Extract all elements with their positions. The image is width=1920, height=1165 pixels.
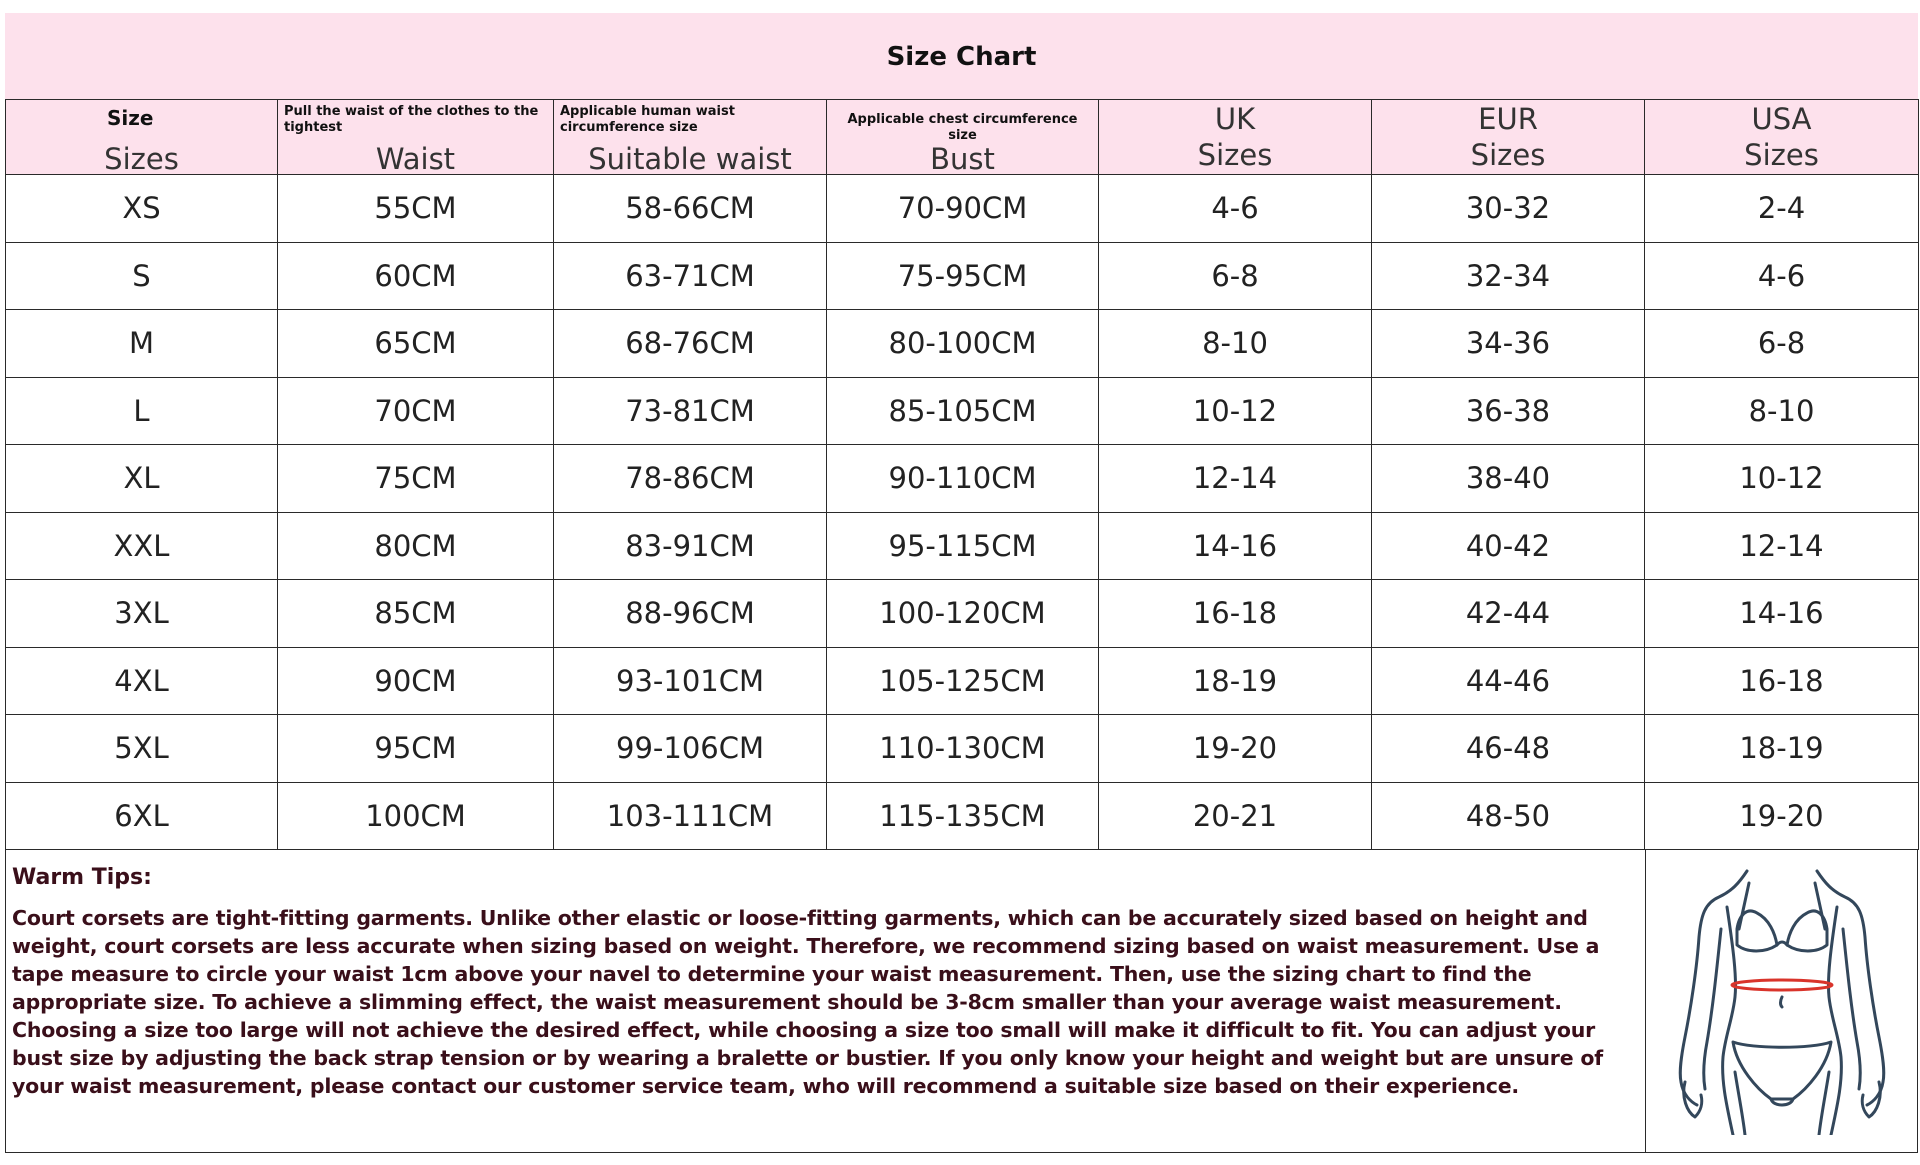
cell-suitable-waist: 83-91CM bbox=[554, 512, 827, 580]
table-row bbox=[6, 175, 1919, 243]
header-waist-main: Waist bbox=[375, 142, 456, 176]
header-bust-main: Bust bbox=[930, 142, 995, 176]
cell-usa: 4-6 bbox=[1645, 242, 1919, 310]
cell-waist: 95CM bbox=[278, 715, 554, 783]
cell-size: 6XL bbox=[6, 782, 278, 850]
cell-eur: 30-32 bbox=[1372, 175, 1645, 243]
header-usa bbox=[1645, 100, 1919, 175]
table-row bbox=[6, 445, 1919, 513]
cell-waist: 60CM bbox=[278, 242, 554, 310]
header-waist bbox=[278, 100, 554, 175]
cell-uk: 10-12 bbox=[1099, 377, 1372, 445]
header-uk-line2: Sizes bbox=[1197, 138, 1273, 172]
cell-bust: 105-125CM bbox=[827, 647, 1099, 715]
cell-eur: 32-34 bbox=[1372, 242, 1645, 310]
cell-waist: 80CM bbox=[278, 512, 554, 580]
cell-bust: 90-110CM bbox=[827, 445, 1099, 513]
cell-usa: 10-12 bbox=[1645, 445, 1919, 513]
cell-size: L bbox=[6, 377, 278, 445]
cell-bust: 75-95CM bbox=[827, 242, 1099, 310]
cell-uk: 19-20 bbox=[1099, 715, 1372, 783]
cell-suitable-waist: 58-66CM bbox=[554, 175, 827, 243]
cell-eur: 34-36 bbox=[1372, 310, 1645, 378]
cell-waist: 85CM bbox=[278, 580, 554, 648]
cell-suitable-waist: 99-106CM bbox=[554, 715, 827, 783]
cell-size: 5XL bbox=[6, 715, 278, 783]
size-chart-table bbox=[5, 99, 1919, 850]
header-eur-line1: EUR bbox=[1478, 102, 1538, 136]
cell-size: S bbox=[6, 242, 278, 310]
cell-usa: 12-14 bbox=[1645, 512, 1919, 580]
cell-usa: 6-8 bbox=[1645, 310, 1919, 378]
header-size-main: Sizes bbox=[104, 142, 179, 176]
body-outline-icon bbox=[1677, 867, 1887, 1135]
cell-suitable-waist: 88-96CM bbox=[554, 580, 827, 648]
cell-bust: 110-130CM bbox=[827, 715, 1099, 783]
cell-suitable-waist: 103-111CM bbox=[554, 782, 827, 850]
cell-suitable-waist: 93-101CM bbox=[554, 647, 827, 715]
cell-bust: 95-115CM bbox=[827, 512, 1099, 580]
header-bust-small: Applicable chest circumference size bbox=[847, 112, 1078, 143]
cell-waist: 90CM bbox=[278, 647, 554, 715]
cell-size: M bbox=[6, 310, 278, 378]
cell-uk: 12-14 bbox=[1099, 445, 1372, 513]
cell-size: XL bbox=[6, 445, 278, 513]
cell-eur: 38-40 bbox=[1372, 445, 1645, 513]
cell-eur: 48-50 bbox=[1372, 782, 1645, 850]
header-row bbox=[6, 100, 1919, 175]
cell-usa: 18-19 bbox=[1645, 715, 1919, 783]
cell-usa: 19-20 bbox=[1645, 782, 1919, 850]
cell-uk: 16-18 bbox=[1099, 580, 1372, 648]
cell-size: 3XL bbox=[6, 580, 278, 648]
header-usa-line1: USA bbox=[1751, 102, 1812, 136]
cell-uk: 18-19 bbox=[1099, 647, 1372, 715]
cell-uk: 6-8 bbox=[1099, 242, 1372, 310]
header-uk bbox=[1099, 100, 1372, 175]
cell-waist: 70CM bbox=[278, 377, 554, 445]
cell-eur: 36-38 bbox=[1372, 377, 1645, 445]
header-suitable-main: Suitable waist bbox=[588, 142, 792, 176]
cell-suitable-waist: 78-86CM bbox=[554, 445, 827, 513]
cell-bust: 115-135CM bbox=[827, 782, 1099, 850]
table-row bbox=[6, 310, 1919, 378]
tips-heading: Warm Tips: bbox=[12, 865, 152, 890]
cell-usa: 8-10 bbox=[1645, 377, 1919, 445]
cell-suitable-waist: 63-71CM bbox=[554, 242, 827, 310]
table-row bbox=[6, 377, 1919, 445]
cell-size: XXL bbox=[6, 512, 278, 580]
header-bust bbox=[827, 100, 1099, 175]
cell-bust: 85-105CM bbox=[827, 377, 1099, 445]
header-suitable-waist bbox=[554, 100, 827, 175]
warm-tips bbox=[6, 849, 1646, 1152]
cell-eur: 46-48 bbox=[1372, 715, 1645, 783]
cell-uk: 4-6 bbox=[1099, 175, 1372, 243]
cell-size: 4XL bbox=[6, 647, 278, 715]
cell-waist: 75CM bbox=[278, 445, 554, 513]
cell-eur: 42-44 bbox=[1372, 580, 1645, 648]
table-row bbox=[6, 242, 1919, 310]
header-usa-line2: Sizes bbox=[1744, 138, 1819, 172]
title-band bbox=[5, 12, 1918, 100]
cell-eur: 44-46 bbox=[1372, 647, 1645, 715]
cell-waist: 55CM bbox=[278, 175, 554, 243]
header-waist-small: Pull the waist of the clothes to the tightest bbox=[284, 104, 539, 135]
cell-bust: 80-100CM bbox=[827, 310, 1099, 378]
cell-usa: 2-4 bbox=[1645, 175, 1919, 243]
table-row bbox=[6, 512, 1919, 580]
cell-uk: 14-16 bbox=[1099, 512, 1372, 580]
table-row bbox=[6, 715, 1919, 783]
cell-usa: 16-18 bbox=[1645, 647, 1919, 715]
header-eur-line2: Sizes bbox=[1470, 138, 1546, 172]
cell-uk: 20-21 bbox=[1099, 782, 1372, 850]
cell-suitable-waist: 68-76CM bbox=[554, 310, 827, 378]
body-measurement-illustration bbox=[1646, 849, 1917, 1152]
cell-eur: 40-42 bbox=[1372, 512, 1645, 580]
tips-section bbox=[5, 849, 1918, 1153]
cell-waist: 100CM bbox=[278, 782, 554, 850]
header-eur bbox=[1372, 100, 1645, 175]
cell-size: XS bbox=[6, 175, 278, 243]
header-uk-line1: UK bbox=[1214, 102, 1256, 136]
cell-suitable-waist: 73-81CM bbox=[554, 377, 827, 445]
header-size bbox=[6, 100, 278, 175]
cell-usa: 14-16 bbox=[1645, 580, 1919, 648]
tips-body: Court corsets are tight-fitting garments. Unlike other elastic or loose-fitting garments, which can be accurately sized based on height and weight, court corsets are less accurate when sizing based on weight. Therefore, we recommend sizing based on waist measurement. Use a tape measure to circle your waist 1cm above your navel to determine your waist measurement. Then, use the sizing chart to find the appropriate size. To achieve a slimming effect, the waist measurement should be 3-8cm smaller than your average waist measurement. Choosing a size too large will not achieve the desired effect, while choosing a size too small will make it difficult to fit. You can adjust your bust size by adjusting the back strap tension or by wearing a bralette or bustier. If you only know your height and weight but are unsure of your waist measurement, please contact our customer service team, who will recommend a suitable size based on their experience. bbox=[12, 906, 1603, 1098]
table-row bbox=[6, 580, 1919, 648]
header-suitable-small: Applicable human waist circumference size bbox=[560, 104, 735, 135]
cell-bust: 100-120CM bbox=[827, 580, 1099, 648]
header-size-small: Size bbox=[107, 106, 154, 130]
table-row bbox=[6, 647, 1919, 715]
page-title: Size Chart bbox=[886, 41, 1037, 72]
table-row bbox=[6, 782, 1919, 850]
cell-uk: 8-10 bbox=[1099, 310, 1372, 378]
cell-bust: 70-90CM bbox=[827, 175, 1099, 243]
cell-waist: 65CM bbox=[278, 310, 554, 378]
